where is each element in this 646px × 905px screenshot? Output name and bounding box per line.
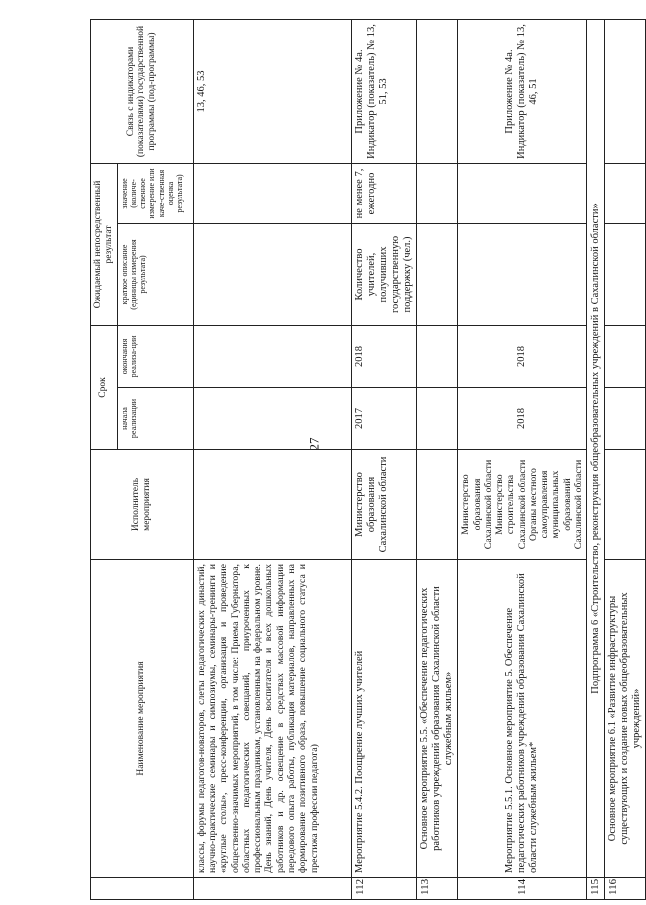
header-term: Срок — [91, 325, 118, 449]
row-name: Мероприятие 5.5.1. Основное мероприятие 5. Обеспечение педагогических работников учреждений образования Сахалинской области служебным жильем* — [458, 560, 587, 878]
page-number: 27 — [306, 437, 322, 451]
row-num: 114 — [458, 878, 587, 900]
rotated-table — [90, 20, 643, 900]
row-name: Основное мероприятие 6.1 «Развитие инфраструктуры существующих и создание новых общеобразовательных учреждений» — [605, 560, 646, 878]
table-row — [605, 19, 646, 899]
row-link: 13, 46, 53 — [193, 19, 351, 163]
row-end — [193, 325, 351, 387]
header-term-end: окончания реализа-ции — [117, 325, 193, 387]
row-executor: Министерство образования Сахалинской области — [351, 450, 416, 560]
row-start — [193, 388, 351, 450]
row-desc — [193, 223, 351, 325]
row-name: Мероприятие 5.4.2. Поощрение лучших учителей — [351, 560, 416, 878]
table-row — [458, 19, 587, 899]
table-row — [193, 19, 351, 899]
table-row — [587, 19, 605, 899]
header-executor: Исполнитель мероприятия — [91, 450, 194, 560]
header-name: Наименование мероприятия — [91, 560, 194, 878]
row-executor — [193, 450, 351, 560]
row-num: 113 — [417, 878, 458, 900]
header-result: Ожидаемый непосредственный результат — [91, 163, 118, 325]
row-num: 116 — [605, 878, 646, 900]
header-term-start: начала реализации — [117, 388, 193, 450]
row-value — [458, 163, 587, 223]
row-num: 112 — [351, 878, 416, 900]
header-result-value: значение (количе-ственное измерение или каче-ственная оценка результата) — [117, 163, 193, 223]
rotated-table-container — [90, 20, 643, 900]
section-title: Подпрограмма 6 «Строительство, реконструкция общеобразовательных учреждений в Сахалинской области» — [587, 19, 605, 877]
row-value: не менее 7, ежегодно — [351, 163, 416, 223]
header-link: Связь с индикаторами (показателями) государственной программы (под-программы) — [91, 19, 194, 163]
row-desc — [458, 223, 587, 325]
row-num: 115 — [587, 878, 605, 900]
row-link: Приложение № 4а. Индикатор (показатель) № 13, 46, 51 — [458, 19, 587, 163]
row-num — [193, 878, 351, 900]
table-row — [417, 19, 458, 899]
program-table — [90, 19, 646, 900]
table-row — [351, 19, 416, 899]
header-result-desc: краткое описание (единицы измерения результата) — [117, 223, 193, 325]
row-name: классы, форумы педагогов-новаторов, слеты педагогических династий, научно-практические семинары и симпозиумы, семинары-тренинги и «круглые столы», пресс-конференции, организация и проведение общественно-значимых мероприятий, в том числе: Приема Губернатора, областных педагогических совещаний, приуроченных к профессиональным праздникам, установленным на федеральном уровне. День знаний, День учителя, День воспитателя и всех дошкольных работников и др. освещение в средствах массовой информации передового опыта работы, публикация материалов, направленных на формирование позитивного образа, повышение социального статуса и престижа профессии педагога) — [193, 560, 351, 878]
row-name: Основное мероприятие 5.5. «Обеспечение педагогических работников учреждений образования Сахалинской области служебным жильем» — [417, 560, 458, 878]
row-executor: Министерство образования Сахалинской области Министерство строительства Сахалинской области Органы местного самоуправления муниципальных образований Сахалинской области — [458, 450, 587, 560]
row-start: 2018 — [458, 388, 587, 450]
row-end: 2018 — [351, 325, 416, 387]
row-link: Приложение № 4а. Индикатор (показатель) № 13, 51, 53 — [351, 19, 416, 163]
row-end: 2018 — [458, 325, 587, 387]
row-value — [193, 163, 351, 223]
row-start: 2017 — [351, 388, 416, 450]
header-num — [91, 878, 194, 900]
row-desc: Количество учителей, получивших государственную поддержку (чел.) — [351, 223, 416, 325]
